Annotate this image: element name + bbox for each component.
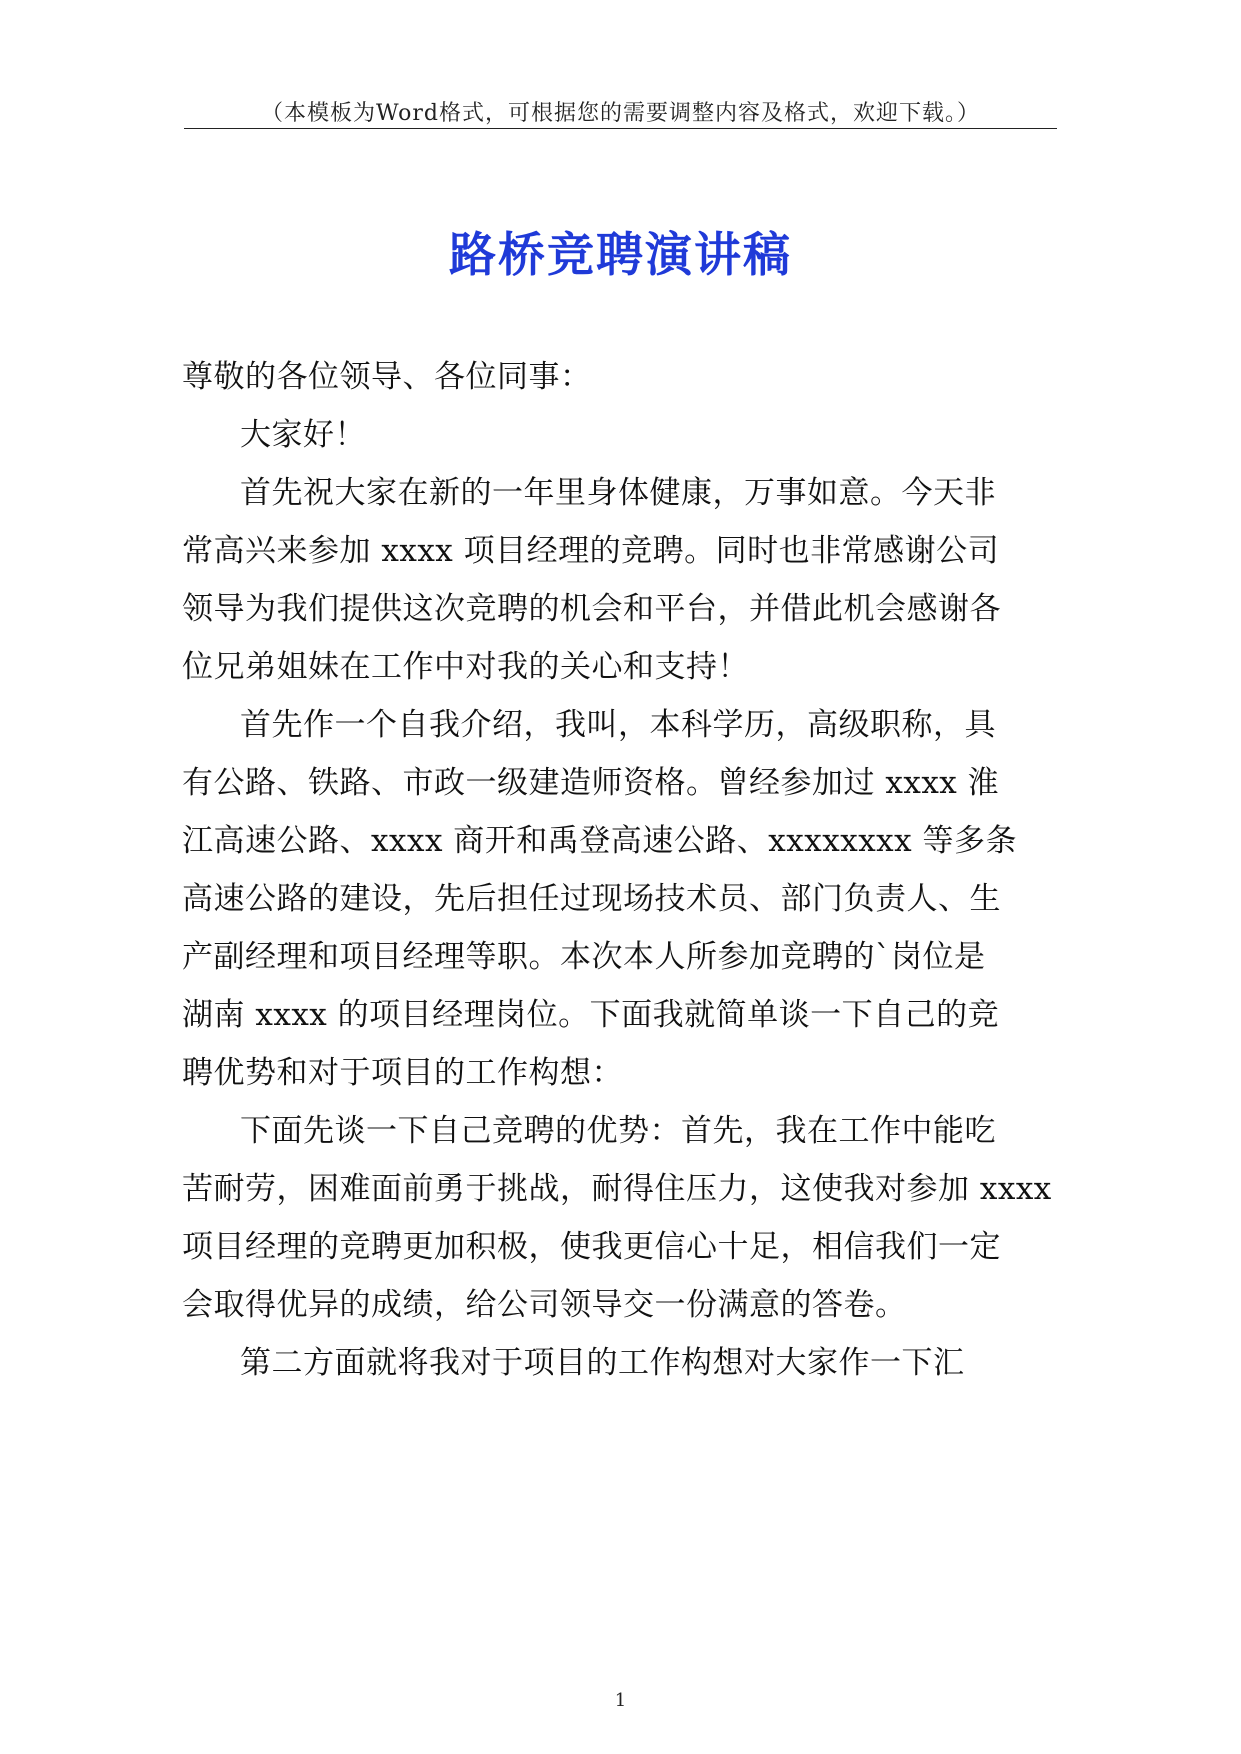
body-line: 聘优势和对于项目的工作构想： [182, 1055, 623, 1091]
body-line: 下面先谈一下自己竞聘的优势：首先，我在工作中能吃 [240, 1113, 996, 1149]
salutation-line: 尊敬的各位领导、各位同事： [182, 359, 592, 395]
body-line: 领导为我们提供这次竞聘的机会和平台，并借此机会感谢各 [182, 591, 1001, 627]
body-line: 苦耐劳，困难面前勇于挑战，耐得住压力，这使我对参加 xxxx [182, 1171, 1052, 1207]
body-line: 第二方面就将我对于项目的工作构想对大家作一下汇 [240, 1345, 965, 1381]
header-divider [184, 128, 1057, 129]
body-line: 有公路、铁路、市政一级建造师资格。曾经参加过 xxxx 淮 [182, 765, 1000, 801]
body-line: 会取得优异的成绩，给公司领导交一份满意的答卷。 [182, 1287, 907, 1323]
template-note: （本模板为Word格式，可根据您的需要调整内容及格式，欢迎下载。） [261, 101, 980, 126]
body-line: 湖南 xxxx 的项目经理岗位。下面我就简单谈一下自己的竞 [182, 997, 1000, 1033]
body-line: 首先作一个自我介绍，我叫，本科学历，高级职称，具 [240, 707, 996, 743]
body-line: 江高速公路、xxxx 商开和禹登高速公路、xxxxxxxx 等多条 [182, 823, 1018, 859]
body-line: 项目经理的竞聘更加积极，使我更信心十足，相信我们一定 [182, 1229, 1001, 1265]
body-line: 高速公路的建设，先后担任过现场技术员、部门负责人、生 [182, 881, 1001, 917]
body-line: 位兄弟姐妹在工作中对我的关心和支持！ [182, 649, 749, 685]
document-title: 路桥竞聘演讲稿 [449, 228, 792, 283]
body-line: 首先祝大家在新的一年里身体健康，万事如意。今天非 [240, 475, 996, 511]
page-number: 1 [614, 1690, 627, 1711]
greeting-line: 大家好！ [240, 417, 366, 453]
body-line: 产副经理和项目经理等职。本次本人所参加竞聘的`岗位是 [182, 939, 986, 975]
body-line: 常高兴来参加 xxxx 项目经理的竞聘。同时也非常感谢公司 [182, 533, 1000, 569]
